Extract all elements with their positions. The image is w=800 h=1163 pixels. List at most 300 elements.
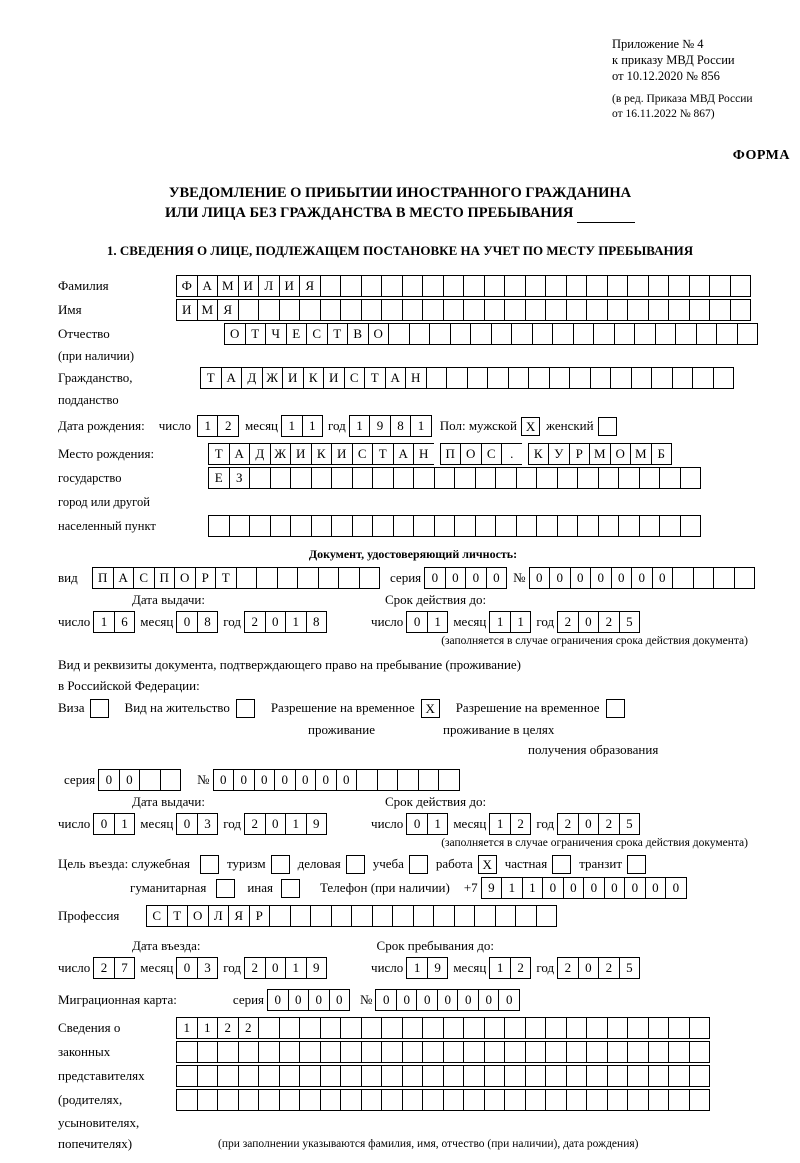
form-cell[interactable] — [586, 1041, 608, 1063]
form-cell[interactable] — [577, 515, 599, 537]
form-cell[interactable] — [639, 467, 661, 489]
form-cell[interactable] — [299, 1065, 321, 1087]
form-cell[interactable]: 2 — [510, 957, 532, 979]
form-cell[interactable] — [557, 467, 579, 489]
migration-number-input[interactable] — [375, 989, 520, 1011]
form-cell[interactable]: И — [282, 367, 304, 389]
form-cell[interactable] — [176, 1089, 198, 1111]
purpose-private-checkbox[interactable] — [552, 855, 571, 874]
form-cell[interactable] — [340, 1041, 362, 1063]
form-cell[interactable]: 2 — [244, 957, 266, 979]
form-cell[interactable] — [668, 275, 690, 297]
form-cell[interactable]: 0 — [375, 989, 397, 1011]
form-cell[interactable] — [443, 1041, 465, 1063]
form-cell[interactable] — [393, 467, 415, 489]
form-cell[interactable] — [607, 1089, 629, 1111]
form-cell[interactable] — [320, 1017, 342, 1039]
form-cell[interactable] — [229, 515, 251, 537]
name-input[interactable] — [176, 299, 751, 321]
form-cell[interactable]: П — [92, 567, 114, 589]
form-cell[interactable] — [668, 1017, 690, 1039]
form-cell[interactable]: 0 — [295, 769, 317, 791]
stay-valid-day-input[interactable] — [406, 813, 448, 835]
form-cell[interactable] — [610, 367, 632, 389]
form-cell[interactable] — [359, 567, 381, 589]
form-cell[interactable] — [361, 275, 383, 297]
form-cell[interactable]: Р — [249, 905, 271, 927]
form-cell[interactable]: 0 — [213, 769, 235, 791]
doc-valid-month-input[interactable] — [489, 611, 531, 633]
form-cell[interactable]: 0 — [176, 957, 198, 979]
form-cell[interactable] — [299, 1017, 321, 1039]
form-cell[interactable] — [463, 275, 485, 297]
form-cell[interactable] — [713, 567, 735, 589]
form-cell[interactable]: 0 — [631, 567, 653, 589]
purpose-tourism-checkbox[interactable] — [271, 855, 290, 874]
form-cell[interactable] — [299, 1089, 321, 1111]
form-cell[interactable] — [139, 769, 161, 791]
form-cell[interactable] — [730, 299, 752, 321]
form-cell[interactable] — [340, 299, 362, 321]
form-cell[interactable]: 0 — [267, 989, 289, 1011]
form-cell[interactable] — [545, 1089, 567, 1111]
form-cell[interactable] — [689, 275, 711, 297]
form-cell[interactable]: К — [311, 443, 333, 465]
form-cell[interactable] — [340, 1065, 362, 1087]
form-cell[interactable]: И — [238, 275, 260, 297]
form-cell[interactable] — [680, 467, 702, 489]
form-cell[interactable]: У — [548, 443, 570, 465]
birth-place-locality-b-input[interactable] — [528, 443, 673, 465]
form-cell[interactable] — [160, 769, 182, 791]
form-cell[interactable] — [434, 515, 456, 537]
form-cell[interactable]: 1 — [489, 957, 511, 979]
form-cell[interactable]: 2 — [598, 813, 620, 835]
form-cell[interactable] — [495, 515, 517, 537]
form-cell[interactable] — [648, 1089, 670, 1111]
form-cell[interactable] — [504, 1017, 526, 1039]
form-cell[interactable]: 2 — [557, 611, 579, 633]
form-cell[interactable] — [709, 275, 731, 297]
form-cell[interactable]: 0 — [288, 989, 310, 1011]
form-cell[interactable]: В — [347, 323, 369, 345]
form-cell[interactable]: 9 — [369, 415, 391, 437]
form-cell[interactable] — [627, 1065, 649, 1087]
form-cell[interactable]: 9 — [306, 957, 328, 979]
form-cell[interactable]: 6 — [114, 611, 136, 633]
form-cell[interactable] — [429, 323, 451, 345]
form-cell[interactable] — [340, 1089, 362, 1111]
form-cell[interactable] — [634, 323, 656, 345]
form-cell[interactable] — [484, 1017, 506, 1039]
form-cell[interactable] — [607, 1065, 629, 1087]
phone-input[interactable] — [481, 877, 687, 899]
form-cell[interactable] — [320, 1065, 342, 1087]
form-cell[interactable]: Т — [167, 905, 189, 927]
form-cell[interactable]: Т — [208, 443, 230, 465]
form-cell[interactable]: 2 — [557, 813, 579, 835]
form-cell[interactable] — [361, 1041, 383, 1063]
form-cell[interactable] — [475, 515, 497, 537]
stay-day-input[interactable] — [406, 957, 448, 979]
form-cell[interactable] — [299, 299, 321, 321]
purpose-transit-checkbox[interactable] — [627, 855, 646, 874]
form-cell[interactable]: Т — [372, 443, 394, 465]
form-cell[interactable] — [734, 567, 756, 589]
form-cell[interactable] — [689, 299, 711, 321]
form-cell[interactable] — [525, 1041, 547, 1063]
form-cell[interactable]: Е — [208, 467, 230, 489]
form-cell[interactable] — [258, 1041, 280, 1063]
form-cell[interactable] — [463, 1017, 485, 1039]
form-cell[interactable] — [320, 1041, 342, 1063]
form-cell[interactable] — [433, 905, 455, 927]
form-cell[interactable] — [381, 1065, 403, 1087]
stay-issue-month-input[interactable] — [176, 813, 218, 835]
form-cell[interactable]: Л — [208, 905, 230, 927]
birth-place-line2-input[interactable] — [208, 467, 701, 489]
form-cell[interactable] — [696, 323, 718, 345]
form-cell[interactable]: С — [481, 443, 503, 465]
form-cell[interactable]: 2 — [238, 1017, 260, 1039]
form-cell[interactable] — [438, 769, 460, 791]
form-cell[interactable] — [297, 567, 319, 589]
form-cell[interactable]: З — [229, 467, 251, 489]
form-cell[interactable] — [668, 299, 690, 321]
form-cell[interactable]: 9 — [481, 877, 503, 899]
form-cell[interactable]: 3 — [197, 957, 219, 979]
form-cell[interactable]: 1 — [285, 611, 307, 633]
form-cell[interactable] — [689, 1089, 711, 1111]
stay-month-input[interactable] — [489, 957, 531, 979]
purpose-humanitarian-checkbox[interactable] — [216, 879, 235, 898]
form-cell[interactable] — [536, 515, 558, 537]
form-cell[interactable] — [320, 275, 342, 297]
form-cell[interactable] — [340, 1017, 362, 1039]
form-cell[interactable] — [320, 1089, 342, 1111]
form-cell[interactable] — [648, 1041, 670, 1063]
birth-month-input[interactable] — [281, 415, 323, 437]
form-cell[interactable] — [474, 905, 496, 927]
form-cell[interactable]: 1 — [197, 1017, 219, 1039]
form-cell[interactable]: Р — [569, 443, 591, 465]
form-cell[interactable] — [525, 1017, 547, 1039]
form-cell[interactable] — [258, 299, 280, 321]
form-cell[interactable]: 9 — [427, 957, 449, 979]
form-cell[interactable] — [566, 1089, 588, 1111]
form-cell[interactable] — [484, 275, 506, 297]
form-cell[interactable] — [311, 515, 333, 537]
stay-year-input[interactable] — [557, 957, 640, 979]
form-cell[interactable] — [197, 1065, 219, 1087]
form-cell[interactable] — [528, 367, 550, 389]
form-cell[interactable]: 0 — [478, 989, 500, 1011]
form-cell[interactable]: А — [229, 443, 251, 465]
legal-rep-input-2[interactable] — [176, 1041, 710, 1063]
form-cell[interactable] — [393, 515, 415, 537]
form-cell[interactable] — [593, 323, 615, 345]
form-cell[interactable] — [545, 275, 567, 297]
form-cell[interactable] — [713, 367, 735, 389]
form-cell[interactable] — [402, 1017, 424, 1039]
form-cell[interactable]: 2 — [598, 611, 620, 633]
form-cell[interactable] — [269, 905, 291, 927]
form-cell[interactable] — [426, 367, 448, 389]
profession-input[interactable] — [146, 905, 557, 927]
form-cell[interactable]: 0 — [578, 813, 600, 835]
form-cell[interactable]: О — [174, 567, 196, 589]
form-cell[interactable]: 0 — [406, 813, 428, 835]
form-cell[interactable] — [270, 467, 292, 489]
form-cell[interactable]: М — [197, 299, 219, 321]
form-cell[interactable]: 0 — [315, 769, 337, 791]
form-cell[interactable]: 0 — [176, 813, 198, 835]
purpose-other-checkbox[interactable] — [281, 879, 300, 898]
form-cell[interactable] — [331, 515, 353, 537]
form-cell[interactable]: Я — [217, 299, 239, 321]
form-cell[interactable] — [413, 515, 435, 537]
form-cell[interactable] — [525, 1065, 547, 1087]
form-cell[interactable] — [258, 1065, 280, 1087]
form-cell[interactable]: И — [176, 299, 198, 321]
stay-valid-month-input[interactable] — [489, 813, 531, 835]
form-cell[interactable] — [627, 1017, 649, 1039]
birth-place-line3-input[interactable] — [208, 515, 701, 537]
form-cell[interactable]: 7 — [114, 957, 136, 979]
migration-series-input[interactable] — [267, 989, 350, 1011]
form-cell[interactable] — [361, 1089, 383, 1111]
stay-issue-day-input[interactable] — [93, 813, 135, 835]
form-cell[interactable] — [627, 1041, 649, 1063]
form-cell[interactable] — [434, 467, 456, 489]
form-cell[interactable]: Т — [200, 367, 222, 389]
form-cell[interactable]: Т — [245, 323, 267, 345]
form-cell[interactable] — [607, 1041, 629, 1063]
form-cell[interactable]: Ж — [270, 443, 292, 465]
form-cell[interactable]: 0 — [465, 567, 487, 589]
doc-series-input[interactable] — [424, 567, 507, 589]
form-cell[interactable]: Я — [228, 905, 250, 927]
form-cell[interactable] — [586, 1065, 608, 1087]
temp-residence-checkbox[interactable]: X — [421, 699, 440, 718]
form-cell[interactable] — [614, 323, 636, 345]
form-cell[interactable]: 0 — [336, 769, 358, 791]
form-cell[interactable] — [598, 515, 620, 537]
form-cell[interactable]: 1 — [522, 877, 544, 899]
form-cell[interactable] — [351, 905, 373, 927]
form-cell[interactable]: О — [187, 905, 209, 927]
form-cell[interactable]: 8 — [306, 611, 328, 633]
form-cell[interactable] — [709, 299, 731, 321]
form-cell[interactable]: 1 — [489, 813, 511, 835]
form-cell[interactable]: С — [133, 567, 155, 589]
form-cell[interactable] — [648, 299, 670, 321]
form-cell[interactable] — [577, 467, 599, 489]
form-cell[interactable] — [730, 275, 752, 297]
form-cell[interactable] — [484, 1089, 506, 1111]
form-cell[interactable] — [361, 1017, 383, 1039]
form-cell[interactable]: М — [630, 443, 652, 465]
form-cell[interactable]: А — [221, 367, 243, 389]
form-cell[interactable] — [256, 567, 278, 589]
entry-month-input[interactable] — [176, 957, 218, 979]
form-cell[interactable] — [504, 275, 526, 297]
form-cell[interactable] — [372, 515, 394, 537]
form-cell[interactable] — [217, 1065, 239, 1087]
birth-year-input[interactable] — [349, 415, 432, 437]
form-cell[interactable] — [422, 1017, 444, 1039]
form-cell[interactable]: Н — [405, 367, 427, 389]
form-cell[interactable]: 1 — [489, 611, 511, 633]
form-cell[interactable]: И — [323, 367, 345, 389]
form-cell[interactable]: Т — [215, 567, 237, 589]
form-cell[interactable] — [607, 275, 629, 297]
purpose-study-checkbox[interactable] — [409, 855, 428, 874]
form-cell[interactable]: И — [331, 443, 353, 465]
form-cell[interactable] — [311, 467, 333, 489]
form-cell[interactable] — [197, 1089, 219, 1111]
form-cell[interactable]: 1 — [114, 813, 136, 835]
form-cell[interactable] — [290, 515, 312, 537]
form-cell[interactable] — [545, 1041, 567, 1063]
form-cell[interactable] — [208, 515, 230, 537]
form-cell[interactable] — [310, 905, 332, 927]
form-cell[interactable]: Л — [258, 275, 280, 297]
form-cell[interactable]: 0 — [437, 989, 459, 1011]
form-cell[interactable] — [340, 275, 362, 297]
form-cell[interactable] — [470, 323, 492, 345]
stay-number-input[interactable] — [213, 769, 460, 791]
form-cell[interactable] — [504, 1041, 526, 1063]
doc-valid-year-input[interactable] — [557, 611, 640, 633]
form-cell[interactable] — [397, 769, 419, 791]
doc-kind-input[interactable] — [92, 567, 380, 589]
stay-valid-year-input[interactable] — [557, 813, 640, 835]
form-cell[interactable] — [545, 1017, 567, 1039]
form-cell[interactable] — [338, 567, 360, 589]
form-cell[interactable] — [197, 1041, 219, 1063]
form-cell[interactable] — [290, 905, 312, 927]
form-cell[interactable] — [409, 323, 431, 345]
form-cell[interactable] — [361, 299, 383, 321]
form-cell[interactable]: 0 — [498, 989, 520, 1011]
form-cell[interactable] — [689, 1065, 711, 1087]
form-cell[interactable]: А — [393, 443, 415, 465]
form-cell[interactable] — [236, 567, 258, 589]
form-cell[interactable]: А — [197, 275, 219, 297]
form-cell[interactable] — [511, 323, 533, 345]
form-cell[interactable] — [217, 1041, 239, 1063]
visa-checkbox[interactable] — [90, 699, 109, 718]
form-cell[interactable] — [659, 467, 681, 489]
form-cell[interactable] — [586, 275, 608, 297]
doc-valid-day-input[interactable] — [406, 611, 448, 633]
form-cell[interactable] — [443, 1065, 465, 1087]
form-cell[interactable] — [532, 323, 554, 345]
form-cell[interactable] — [484, 299, 506, 321]
form-cell[interactable] — [504, 299, 526, 321]
form-cell[interactable] — [176, 1065, 198, 1087]
form-cell[interactable]: 5 — [619, 813, 641, 835]
form-cell[interactable] — [689, 1017, 711, 1039]
form-cell[interactable]: О — [610, 443, 632, 465]
form-cell[interactable]: 2 — [510, 813, 532, 835]
form-cell[interactable]: 0 — [578, 611, 600, 633]
form-cell[interactable]: . — [501, 443, 523, 465]
form-cell[interactable] — [618, 515, 640, 537]
form-cell[interactable]: 0 — [308, 989, 330, 1011]
form-cell[interactable]: 1 — [302, 415, 324, 437]
form-cell[interactable]: 0 — [652, 567, 674, 589]
form-cell[interactable] — [381, 1041, 403, 1063]
form-cell[interactable] — [238, 1065, 260, 1087]
form-cell[interactable]: 0 — [274, 769, 296, 791]
form-cell[interactable] — [648, 1065, 670, 1087]
form-cell[interactable] — [516, 467, 538, 489]
form-cell[interactable] — [586, 1089, 608, 1111]
form-cell[interactable]: 5 — [619, 957, 641, 979]
birth-place-country-input[interactable] — [208, 443, 435, 465]
form-cell[interactable]: 8 — [197, 611, 219, 633]
form-cell[interactable] — [651, 367, 673, 389]
form-cell[interactable] — [279, 1041, 301, 1063]
form-cell[interactable] — [331, 467, 353, 489]
form-cell[interactable]: 2 — [93, 957, 115, 979]
form-cell[interactable]: К — [303, 367, 325, 389]
purpose-business-checkbox[interactable] — [346, 855, 365, 874]
form-cell[interactable] — [566, 1041, 588, 1063]
form-cell[interactable] — [504, 1065, 526, 1087]
form-cell[interactable] — [590, 367, 612, 389]
form-cell[interactable] — [566, 1017, 588, 1039]
form-cell[interactable]: 0 — [645, 877, 667, 899]
form-cell[interactable]: Ж — [262, 367, 284, 389]
form-cell[interactable] — [422, 299, 444, 321]
form-cell[interactable]: 0 — [233, 769, 255, 791]
form-cell[interactable]: К — [528, 443, 550, 465]
form-cell[interactable] — [487, 367, 509, 389]
form-cell[interactable] — [176, 1041, 198, 1063]
form-cell[interactable]: 3 — [197, 813, 219, 835]
form-cell[interactable]: 1 — [281, 415, 303, 437]
form-cell[interactable] — [352, 467, 374, 489]
form-cell[interactable] — [668, 1065, 690, 1087]
form-cell[interactable]: 1 — [93, 611, 115, 633]
form-cell[interactable]: П — [440, 443, 462, 465]
form-cell[interactable]: 9 — [306, 813, 328, 835]
form-cell[interactable] — [381, 299, 403, 321]
form-cell[interactable] — [402, 1041, 424, 1063]
form-cell[interactable] — [463, 1089, 485, 1111]
form-cell[interactable] — [536, 905, 558, 927]
form-cell[interactable] — [381, 275, 403, 297]
form-cell[interactable] — [463, 299, 485, 321]
form-cell[interactable] — [217, 1089, 239, 1111]
form-cell[interactable] — [361, 1065, 383, 1087]
form-cell[interactable]: 0 — [98, 769, 120, 791]
form-cell[interactable] — [381, 1017, 403, 1039]
form-cell[interactable] — [737, 323, 759, 345]
form-cell[interactable]: 0 — [93, 813, 115, 835]
legal-rep-input-1[interactable] — [176, 1017, 710, 1039]
form-cell[interactable] — [648, 1017, 670, 1039]
form-cell[interactable] — [402, 1089, 424, 1111]
form-cell[interactable]: 1 — [427, 813, 449, 835]
form-cell[interactable]: 1 — [501, 877, 523, 899]
entry-year-input[interactable] — [244, 957, 327, 979]
edu-residence-checkbox[interactable] — [606, 699, 625, 718]
form-cell[interactable]: 2 — [598, 957, 620, 979]
